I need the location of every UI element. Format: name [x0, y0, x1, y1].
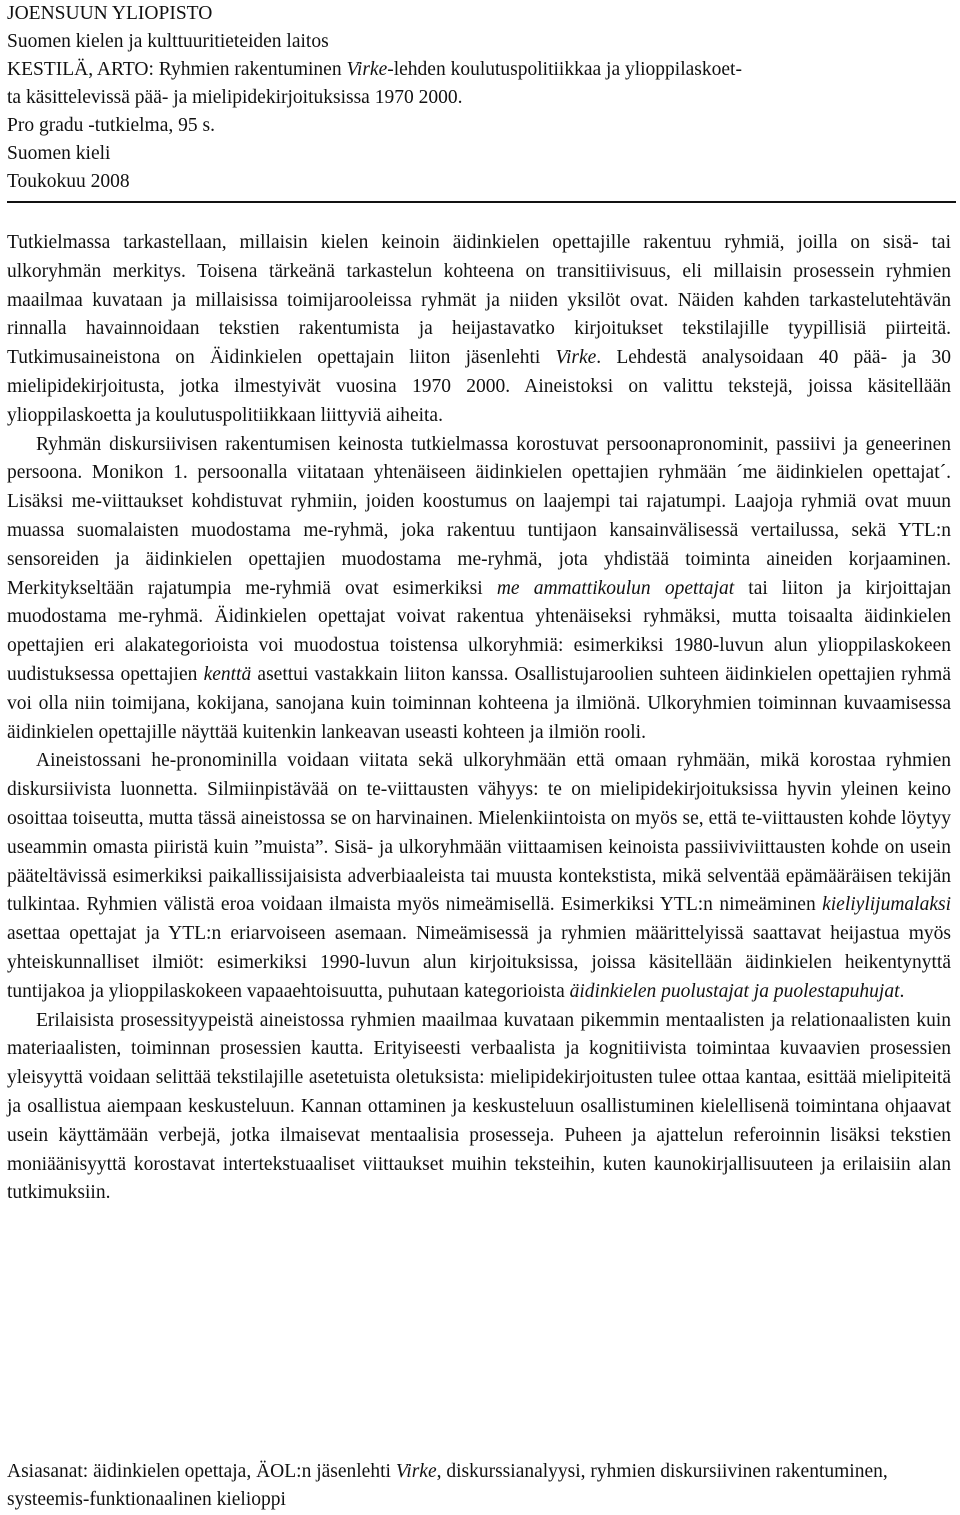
- abstract-paragraph-3: Aineistossani he-pronominilla voidaan viitata sekä ulkoryhmään että omaan ryhmään, mikä korostaa ryhmien diskursiivista luonnetta. Silmiinpistävää on te-viittausten vähyys: te on mielipidekirjoituksissa hyvin yleinen keino osoittaa toiseutta, mutta tässä aineistossa se on harvinainen. Mielenkiintoista on myös se, että te-viittausten kohde löytyy useammin omasta piiristä kuin ”muista”. Sisä- ja ulkoryhmään viittaamisen keinoista passiiviviittausten kohde on usein pääteltävissä esimerkiksi paikallissijaisista adverbiaaleista tai muusta kontekstista, mikä selventää epämääräisen tekijän tulkintaa. Ryhmien välistä eroa voidaan ilmaista myös nimeämisellä. Esimerkiksi YTL:n nimeäminen kieliylijumalaksi asettaa opettajat ja YTL:n eriarvoiseen asemaan. Nimeämisessä ja ryhmien määrittelyissä saattavat heijastua myös yhteiskunnalliset ilmiöt: esimerkiksi 1990-luvun alun kirjoituksissa, joissa käsitellään äidinkielen heikentynyttä tuntijakoa ja ylioppilaskokeen vapaaehtoisuutta, puhutaan kategorioista äidinkielen puolustajat ja puolestapuhujat.: [7, 750, 951, 1002]
- thesis-header: [7, 0, 952, 196]
- header-divider: [7, 201, 956, 203]
- department-name: Suomen kielen ja kulttuuritieteiden laitos: [7, 31, 329, 52]
- abstract-paragraph-4: Erilaisista prosessityypeistä aineistossa ryhmien maailmaa kuvataan pikemmin mentaalisten ja relationaalisten kuin materiaalisten, toiminnan prosessien kautta. Erityiseesti verbaalista ja kognitiivista toimintaa kuvaavien prosessien yleisyyttä voidaan selittää tekstilajille asetetuista oletuksista: mielipidekirjoitusten tulee ottaa kantaa, esittää mielipiteitä ja osallistua aiempaan keskusteluun. Kannan ottaminen ja keskusteluun osallistuminen kielellisenä toimintana ohjaavat usein käyttämään verbejä, jotka ilmaisevat mentaalisia prosesseja. Puheen ja ajattelun referoinnin lisäksi tekstien moniäänisyyttä korostavat intertekstuaaliset viittaukset muihin teksteihin, kuten kaunokirjallisuuteen ja erilaisiin alan tutkimuksiin.: [7, 1009, 951, 1204]
- abstract-paragraph-1: Tutkielmassa tarkastellaan, millaisin kielen keinoin äidinkielen opettajille rakentuu ryhmiä, joilla on sisä- tai ulkoryhmän merkitys. Toisena tärkeänä tarkastelun kohteena on transitiivisuus, eli millaisin prosessein ryhmien maailmaa kuvataan ja millaisissa toimijarooleissa ryhmät ja niiden yksilöt ovat. Näiden kahden tarkastelutehtävän rinnalla havainnoidaan tekstien rakentumista ja heijastavatko kirjoitukset tekstilajille tyypillisiä piirteitä. Tutkimusaineistona on Äidinkielen opettajain liiton jäsenlehti Virke. Lehdestä analysoidaan 40 pää- ja 30 mielipidekirjoitusta, jotka ilmestyivät vuosina 1970 2000. Aineistoksi on valittu tekstejä, joissa käsitellään ylioppilaskoetta ja koulutuspolitiikkaan liittyviä aiheita.: [7, 232, 951, 426]
- abstract-paragraph-2: Ryhmän diskursiivisen rakentumisen keinosta tutkielmassa korostuvat persoonapronominit, passiivi ja geneerinen persoona. Monikon 1. persoonalla viitataan yhtenäiseen äidinkielen opettajien ryhmään ´me äidinkielen opettajat´. Lisäksi me-viittaukset kohdistuvat ryhmiin, joiden koostumus on laajempi tai rajatumpi. Laajoja ryhmiä ovat muun muassa suomalaisten muodostama me-ryhmä, joka rakentuu tuntijaon kansainvälisessä vertailussa, sekä YTL:n sensoreiden ja äidinkielen opettajien muodostama me-ryhmä, jota yhdistää toiminta aineiden korjaaminen. Merkitykseltään rajatumpia me-ryhmiä ovat esimerkiksi me ammattikoulun opettajat tai liiton ja kirjoittajan muodostama me-ryhmä. Äidinkielen opettajat voivat rakentua yhtenäiseksi ryhmäksi, mutta toisaalta äidinkielen opettajien eri alakategorioista voi muodostua toistensa ulkoryhmiä: esimerkiksi 1980-luvun alun ylioppilaskokeen uudistuksessa opettajien kenttä asettui vastakkain liiton kanssa. Osallistujaroolien suhteen äidinkielen opettajien ryhmä voi olla niin toimijana, kokijana, sanojana kuin toiminnan kohteena ja ilmiönä. Ulkoryhmien toiminnan kuvaamisessa äidinkielen opettajille näyttää kuitenkin lankeavan useasti kohteen ja ilmiön rooli.: [7, 433, 952, 743]
- subject: Suomen kieli: [7, 143, 111, 164]
- thesis-type: Pro gradu -tutkielma, 95 s.: [7, 115, 215, 136]
- keywords: Asiasanat: äidinkielen opettaja, ÄOL:n jäsenlehti Virke, diskurssianalyysi, ryhmien diskursiivinen rakentuminen, systeemis-funktionaalinen kielioppi: [7, 1461, 888, 1510]
- author-title-line: KESTILÄ, ARTO: Ryhmien rakentuminen Virke-lehden koulutuspolitiikkaa ja ylioppilaskoet-: [7, 59, 742, 80]
- author-title-line-2: ta käsittelevissä pää- ja mielipidekirjoituksissa 1970 2000.: [7, 87, 463, 108]
- date: Toukokuu 2008: [7, 171, 130, 192]
- abstract: [7, 229, 951, 1208]
- university-name: JOENSUUN YLIOPISTO: [7, 3, 213, 24]
